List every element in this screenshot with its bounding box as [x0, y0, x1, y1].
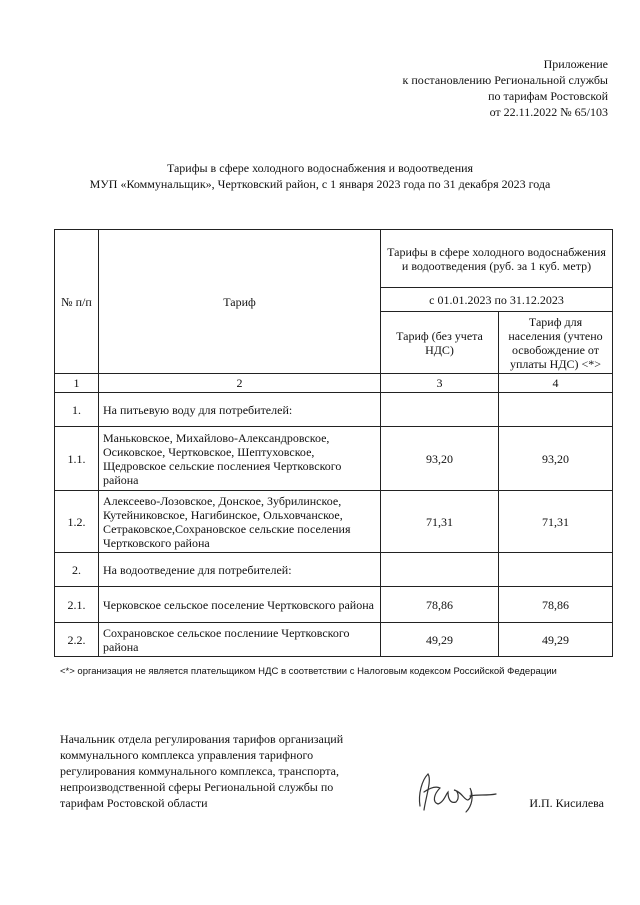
row-value-no-vat [381, 393, 499, 427]
row-value-population: 78,86 [499, 587, 613, 623]
row-value-no-vat: 71,31 [381, 491, 499, 553]
header-group: Тарифы в сфере холодного водоснабжения и водоотведения (руб. за 1 куб. метр) [381, 230, 613, 288]
table-row [55, 623, 613, 657]
row-name: Черковское сельское поселение Чертковского района [99, 587, 381, 623]
header-period: с 01.01.2023 по 31.12.2023 [381, 288, 613, 312]
row-value-no-vat: 78,86 [381, 587, 499, 623]
title-line: Тарифы в сфере холодного водоснабжения и водоотведения [166, 161, 474, 175]
row-name: Алексеево-Лозовское, Донское, Зубрилинское, Кутейниковское, Нагибинское, Ольховчанское, Сетраковское,Сохрановское сельские поселения Чертковского района [99, 491, 381, 553]
document-title [0, 160, 640, 192]
position-line: регулирования коммунального комплекса, транспорта, [60, 764, 339, 778]
appendix-line: по тарифам Ростовской [488, 89, 608, 103]
row-num: 1.1. [55, 427, 99, 491]
column-number-row [55, 374, 613, 393]
table-header-row [55, 230, 613, 288]
row-name: На водоотведение для потребителей: [99, 553, 381, 587]
row-name: Маньковское, Михайлово-Александровское, Осиковское, Чертковское, Шептуховское, Щедровское сельские послениея Чертковского района [99, 427, 381, 491]
header-col3: Тариф (без учета НДС) [381, 312, 499, 374]
row-value-population: 93,20 [499, 427, 613, 491]
row-num: 2.1. [55, 587, 99, 623]
position-line: коммунального комплекса управления тарифного [60, 748, 314, 762]
appendix-line: к постановлению Региональной службы [402, 73, 608, 87]
row-value-population [499, 393, 613, 427]
row-value-no-vat: 49,29 [381, 623, 499, 657]
column-number: 4 [499, 374, 613, 393]
handwritten-signature [412, 766, 502, 816]
row-num: 2.2. [55, 623, 99, 657]
row-value-no-vat: 93,20 [381, 427, 499, 491]
row-num: 1. [55, 393, 99, 427]
position-line: непроизводственной сферы Региональной службы по [60, 780, 334, 794]
column-number: 2 [99, 374, 381, 393]
row-num: 1.2. [55, 491, 99, 553]
column-number: 3 [381, 374, 499, 393]
row-value-population [499, 553, 613, 587]
vat-footnote: <*> организация не является плательщиком НДС в соответствии с Налоговым кодексом Российской Федерации [60, 666, 557, 677]
column-number: 1 [55, 374, 99, 393]
row-name: На питьевую воду для потребителей: [99, 393, 381, 427]
title-line: МУП «Коммунальщик», Чертковский район, с 1 января 2023 года по 31 декабря 2023 года [89, 177, 551, 191]
appendix-line: Приложение [543, 57, 608, 71]
row-value-population: 71,31 [499, 491, 613, 553]
header-tariff: Тариф [99, 230, 381, 374]
table-row [55, 491, 613, 553]
appendix-line: от 22.11.2022 № 65/103 [489, 105, 608, 119]
signer-name: И.П. Кисилева [529, 796, 604, 810]
signatory-position [60, 731, 390, 811]
row-num: 2. [55, 553, 99, 587]
position-line: Начальник отдела регулирования тарифов организаций [60, 732, 344, 746]
header-num: № п/п [55, 230, 99, 374]
row-value-no-vat [381, 553, 499, 587]
appendix-block [403, 56, 608, 120]
row-value-population: 49,29 [499, 623, 613, 657]
table-row [55, 427, 613, 491]
table-row [55, 393, 613, 427]
tariff-table [54, 229, 613, 657]
position-line: тарифам Ростовской области [60, 796, 208, 810]
row-name: Сохрановское сельское послениие Чертковского района [99, 623, 381, 657]
header-col4: Тариф для населения (учтено освобождение от уплаты НДС) <*> [499, 312, 613, 374]
table-row [55, 553, 613, 587]
table-row [55, 587, 613, 623]
